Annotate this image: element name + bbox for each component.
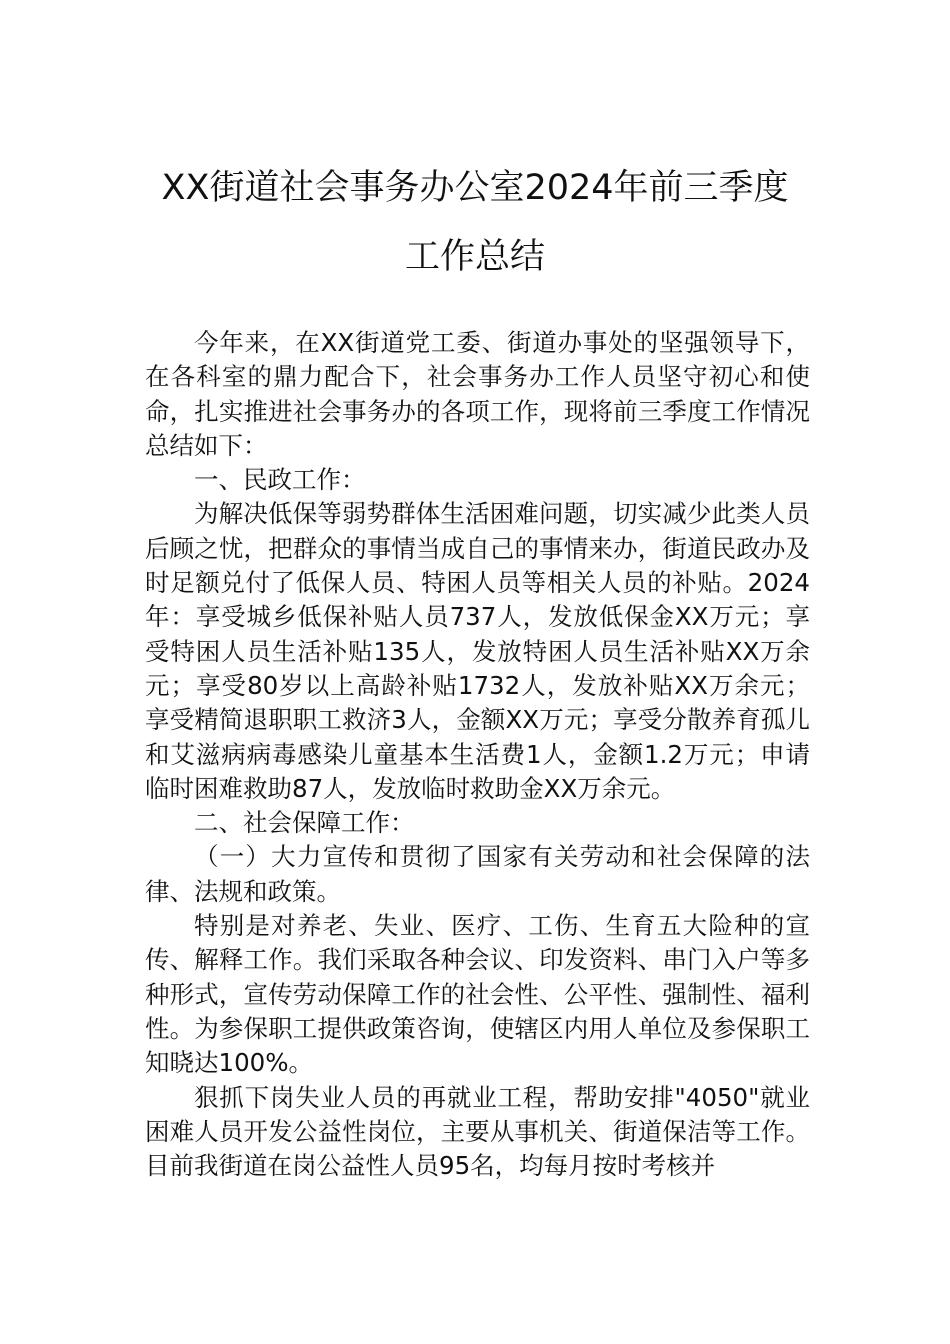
document-title-line-1: XX街道社会事务办公室2024年前三季度 — [161, 168, 789, 208]
civil-affairs-paragraph: 为解决低保等弱势群体生活困难问题，切实减少此类人员后顾之忧，把群众的事情当成自己的事情来办，街道民政办及时足额兑付了低保人员、特困人员等相关人员的补贴。2024年：享受城乡低保补贴人员737人，发放低保金XX万元；享受特困人员生活补贴135人，发放特困人员生活补贴XX万余元；享受80岁以上高龄补贴1732人，发放补贴XX万余元；享受精简退职职工救济3人，金额XX万元；享受分散养育孤儿和艾滋病病毒感染儿童基本生活费1人，金额1.2万元；申请临时困难救助87人，发放临时救助金XX万余元。 — [145, 499, 810, 803]
insurance-publicity-paragraph: 特别是对养老、失业、医疗、工伤、生育五大险种的宣传、解释工作。我们采取各种会议、印发资料、串门入户等多种形式，宣传劳动保障工作的社会性、公平性、强制性、福利性。为参保职工提供政策咨询，使辖区内用人单位及参保职工知晓达100%。 — [145, 911, 810, 1078]
section-heading-social-security: 二、社会保障工作： — [194, 808, 415, 838]
subsection-heading-publicity: （一）大力宣传和贯彻了国家有关劳动和社会保障的法律、法规和政策。 — [145, 842, 810, 906]
intro-paragraph: 今年来，在XX街道党工委、街道办事处的坚强领导下，在各科室的鼎力配合下，社会事务办工作人员坚守初心和使命，扎实推进社会事务办的各项工作，现将前三季度工作情况总结如下： — [145, 328, 810, 460]
document-title-line-2: 工作总结 — [404, 237, 545, 277]
reemployment-paragraph: 狠抓下岗失业人员的再就业工程，帮助安排"4050"就业困难人员开发公益性岗位，主要从事机关、街道保洁等工作。目前我街道在岗公益性人员95名，均每月按时考核并 — [145, 1082, 810, 1181]
section-heading-civil-affairs: 一、民政工作： — [194, 465, 366, 495]
document-body — [145, 326, 810, 1183]
